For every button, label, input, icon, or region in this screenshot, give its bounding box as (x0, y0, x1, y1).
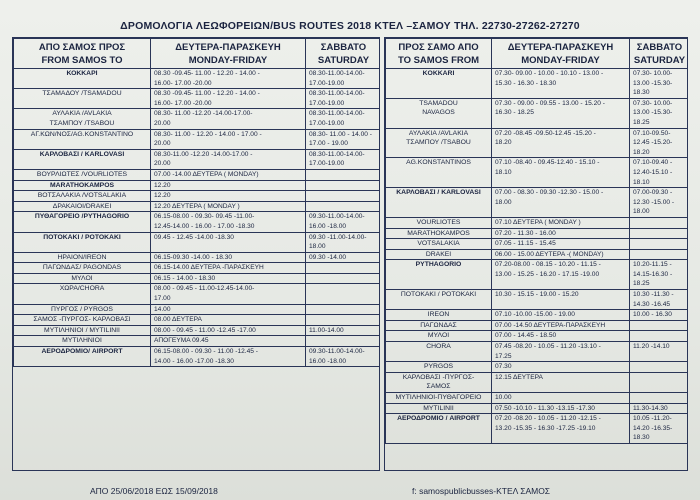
header-row (14, 39, 381, 69)
stop-name: ΣΑΜΟΣ -ΠΥΡΓΟΣ- ΚΑΡΛΟΒΑΣΙ (14, 315, 151, 326)
table-to-samos (384, 37, 688, 471)
stop-name: ΚΑΡΛΟΒΑΣΙ -ΠΥΡΓΟΣ- ΣΑΜΟΣ (386, 372, 492, 392)
weekday-times: 06.00 - 15.00 ΔΕΥΤΕΡΑ -( MONDAY) (492, 249, 630, 260)
weekday-times: 06.15 - 14.00 - 18.30 (151, 273, 306, 284)
stop-name: ΠΑΓΩΝΔΑΣ/ PAGONDAS (14, 263, 151, 274)
weekday-times: 06.15-14.00 ΔΕΥΤΕΡΑ -ΠΑΡΑΣΚΕΥΗ (151, 263, 306, 274)
table-row (14, 89, 381, 109)
stop-name: ΜΥΤΙΛΗΝΙΟΙ / MYTILINII (14, 325, 151, 336)
table-row (14, 109, 381, 129)
table-row (386, 414, 689, 444)
routes-table (12, 37, 688, 471)
table-row (386, 128, 689, 158)
stop-name: ΠΥΘΑΓΟΡΕΙΟ /PYTHAGORIO (14, 212, 151, 232)
saturday-times (306, 201, 381, 212)
to-samos-rows (386, 69, 689, 444)
table-row (14, 273, 381, 284)
saturday-times: 08.30- 11.00 - 14.00 - 17.00 - 19.00 (306, 129, 381, 149)
table-row (386, 260, 689, 290)
table-row (14, 304, 381, 315)
weekday-times: 12.20 (151, 180, 306, 191)
weekday-times: 10.30 - 15.15 - 19.00 - 15.20 (492, 290, 630, 310)
weekday-times: 09.45 - 12.45 -14.00 -18.30 (151, 232, 306, 252)
saturday-times: 09.30 -14.00 (306, 252, 381, 263)
weekday-times: 07.05 - 11.15 - 15.45 (492, 239, 630, 250)
saturday-times (306, 169, 381, 180)
weekday-times: 06.15-08.00 - 09.30- 09.45 -11.00- 12.45-14.00 - 16.00 - 17.00 -18.30 (151, 212, 306, 232)
to-samos-grid (385, 38, 688, 444)
weekday-times: 06.15-09.30 -14.00 - 18.30 (151, 252, 306, 263)
saturday-times: 08.30-11.00-14.00- 17.00-19.00 (306, 149, 381, 169)
from-samos-rows (14, 69, 381, 367)
saturday-times (630, 239, 689, 250)
table-from-samos (12, 37, 380, 471)
stop-name: TSAMADOU NAVAGOS (386, 98, 492, 128)
table-row (386, 372, 689, 392)
saturday-times: 07.10-09.40 - 12.40-15.10 - 18.10 (630, 158, 689, 188)
saturday-times: 07.30- 10.00- 13.00 -15.30- 18.30 (630, 69, 689, 99)
col-header-saturday: ΣΑΒΒΑΤΟ SATURDAY (630, 39, 689, 69)
validity-dates: ΑΠΟ 25/06/2018 ΕΩΣ 15/09/2018 (90, 486, 218, 496)
weekday-times: 08.30 -09.45- 11.00 - 12.20 - 14.00 - 16.00- 17.00 -20.00 (151, 89, 306, 109)
saturday-times (306, 315, 381, 326)
table-row (14, 169, 381, 180)
table-row (14, 336, 381, 347)
table-row (386, 98, 689, 128)
stop-name: DRAKEI (386, 249, 492, 260)
stop-name: ΒΟΥΡΛΙΩΤΕΣ /VOURLIOTES (14, 169, 151, 180)
table-row (386, 188, 689, 218)
table-row (386, 228, 689, 239)
weekday-times: 08.00 - 09.45 - 11.00 -12.45 -17.00 (151, 325, 306, 336)
saturday-times (630, 249, 689, 260)
saturday-times: 08.30-11.00-14.00- 17.00-19.00 (306, 89, 381, 109)
weekday-times: 07.30 - 09.00 - 09.55 - 13.00 - 15.20 - 16.30 - 18.25 (492, 98, 630, 128)
weekday-times: 14.00 (151, 304, 306, 315)
saturday-times: 07.10-09.50- 12.45 -15.20- 18.20 (630, 128, 689, 158)
saturday-times: 09.30-11.00-14.00- 16.00 -18.00 (306, 347, 381, 367)
weekday-times: ΑΠΟΓΕΥΜΑ 09.45 (151, 336, 306, 347)
stop-name: ΑΥΛΑΚΙΑ /AVLAKIA ΤΣΑΜΠΟΥ /TSABOU (386, 128, 492, 158)
saturday-times (630, 217, 689, 228)
saturday-times: 11.20 -14.10 (630, 342, 689, 362)
table-row (386, 403, 689, 414)
table-row (386, 342, 689, 362)
col-header-saturday: ΣΑΒΒΑΤΟ SATURDAY (306, 39, 381, 69)
weekday-times: 07.20 - 11.30 - 16.00 (492, 228, 630, 239)
stop-name: ΗΡΑΙΟΝ/IREON (14, 252, 151, 263)
table-row (14, 212, 381, 232)
weekday-times: 10.00 (492, 393, 630, 404)
weekday-times: 08.00 ΔΕΥΤΕΡΑ (151, 315, 306, 326)
weekday-times: 08.30 -09.45- 11.00 - 12.20 - 14.00 - 16.00- 17.00 -20.00 (151, 69, 306, 89)
stop-name: MARATHOKAMPOS (14, 180, 151, 191)
saturday-times (630, 320, 689, 331)
table-row (14, 252, 381, 263)
col-header-to-samos: ΠΡΟΣ ΣΑΜΟ ΑΠΟ TO SAMOS FROM (386, 39, 492, 69)
table-row (14, 129, 381, 149)
stop-name: ΚΑΡΛΟΒΑΣΙ / KARLOVASI (14, 149, 151, 169)
stop-name: MARATHOKAMPOS (386, 228, 492, 239)
table-row (14, 69, 381, 89)
weekday-times: 07.30 (492, 362, 630, 373)
stop-name: ΑΥΛΑΚΙΑ /AVLAKIA ΤΣΑΜΠΟΥ /TSABOU (14, 109, 151, 129)
weekday-times: 12.15 ΔΕΥΤΕΡΑ (492, 372, 630, 392)
weekday-times: 07.30- 09.00 - 10.00 - 10.10 - 13.00 - 15.30 - 16.30 - 18.30 (492, 69, 630, 99)
saturday-times (630, 372, 689, 392)
saturday-times (306, 273, 381, 284)
stop-name: IREON (386, 310, 492, 321)
stop-name: ΠΟΤΟΚΑΚΙ / POTOKAKI (14, 232, 151, 252)
stop-name: ΚΑΡΛΟΒΑΣΙ / KARLOVASI (386, 188, 492, 218)
stop-name: VOTSALAKIA (386, 239, 492, 250)
weekday-times: 07.20-08.00 - 08.15 - 10.20 - 11.15 - 13.00 - 15.25 - 16.20 - 17.15 -19.00 (492, 260, 630, 290)
saturday-times: 10.05 -11.20- 14.20 -16.35- 18.30 (630, 414, 689, 444)
table-row (14, 315, 381, 326)
stop-name: ΤΣΑΜΑΔΟΥ /TSAMADOU (14, 89, 151, 109)
table-row (14, 325, 381, 336)
saturday-times (630, 228, 689, 239)
weekday-times: 12.20 ΔΕΥΤΕΡΑ ( MONDAY ) (151, 201, 306, 212)
weekday-times: 07.10 -10.00 -15.00 - 19.00 (492, 310, 630, 321)
weekday-times: 07.00 - 08.30 - 09.30 -12.30 - 15.00 - 18.00 (492, 188, 630, 218)
stop-name: CHORA (386, 342, 492, 362)
saturday-times (306, 180, 381, 191)
from-samos-grid (13, 38, 380, 367)
page-title: ΔΡΟΜΟΛΟΓΙΑ ΛΕΩΦΟΡΕΙΩΝ/BUS ROUTES 2018 ΚΤΕΛ –ΣΑΜΟΥ ΤΗΛ. 22730-27262-27270 (120, 20, 580, 32)
stop-name: ΜΥΤΙΛΗΝΙΟΙ-ΠΥΘΑΓΟΡΕΙΟ (386, 393, 492, 404)
stop-name: ΔΡΑΚΑΙΟΙ/DRAKEI (14, 201, 151, 212)
stop-name: ΜΥΛΟΙ (14, 273, 151, 284)
stop-name: VOURLIOTES (386, 217, 492, 228)
stop-name: ΧΩΡΑ/CHORA (14, 284, 151, 304)
weekday-times: 07.10 ΔΕΥΤΕΡΑ ( MONDAY ) (492, 217, 630, 228)
stop-name: PYTHAGORIO (386, 260, 492, 290)
table-row (14, 232, 381, 252)
stop-name: ΠΑΓΩΝΔΑΣ (386, 320, 492, 331)
stop-name: ΚΟΚΚΑΡΙ (14, 69, 151, 89)
saturday-times (630, 393, 689, 404)
table-row (386, 158, 689, 188)
saturday-times: 11.30-14.30 (630, 403, 689, 414)
saturday-times: 10.00 - 16.30 (630, 310, 689, 321)
table-row (14, 191, 381, 202)
stop-name: ΠΥΡΓΟΣ / PYRGOS (14, 304, 151, 315)
facebook-credit: f: samospublicbusses-ΚΤΕΛ ΣΑΜΟΣ (412, 486, 551, 496)
weekday-times: 08.30- 11.00 - 12.20 - 14.00 - 17.00 - 20.00 (151, 129, 306, 149)
table-row (14, 263, 381, 274)
saturday-times (306, 263, 381, 274)
weekday-times: 07.10 -08.40 - 09.45-12.40 - 15.10 - 18.10 (492, 158, 630, 188)
weekday-times: 07.00 - 14.45 - 18.50 (492, 331, 630, 342)
table-row (14, 149, 381, 169)
weekday-times: 06.15-08.00 - 09.30 - 11.00 -12.45 - 14.00 - 16.00 -17.00 -18.30 (151, 347, 306, 367)
header-row (386, 39, 689, 69)
table-row (386, 217, 689, 228)
stop-name: ΠΟΤΟΚΑΚΙ / POTOKAKI (386, 290, 492, 310)
stop-name: AG.KONSTANTINOS (386, 158, 492, 188)
stop-name: PYRGOS (386, 362, 492, 373)
saturday-times (306, 336, 381, 347)
stop-name: ΜΥΛΟΙ (386, 331, 492, 342)
weekday-times: 07.20 -08.20 - 10.05 - 11.20 -12.15 - 13.20 -15.35 - 16.30 -17.25 -19.10 (492, 414, 630, 444)
table-row (386, 331, 689, 342)
saturday-times (306, 304, 381, 315)
weekday-times: 08.30-11.00 -12.20 -14.00-17.00 - 20.00 (151, 149, 306, 169)
saturday-times: 09.30 -11.00-14.00- 18.00 (306, 232, 381, 252)
saturday-times (630, 362, 689, 373)
table-row (14, 180, 381, 191)
stop-name: KOKKARI (386, 69, 492, 99)
saturday-times (306, 191, 381, 202)
table-row (386, 290, 689, 310)
table-row (386, 310, 689, 321)
stop-name: ΑΕΡΟΔΡΟΜΙΟ/ AIRPORT (14, 347, 151, 367)
table-row (386, 320, 689, 331)
weekday-times: 07.50 -10.10 - 11.30 -13.15 -17.30 (492, 403, 630, 414)
saturday-times: 08.30-11.00-14.00- 17.00-19.00 (306, 109, 381, 129)
saturday-times: 09.30-11.00-14.00- 16.00 -18.00 (306, 212, 381, 232)
table-row (386, 239, 689, 250)
saturday-times: 11.00-14.00 (306, 325, 381, 336)
stop-name: ΜΥΤΙΛΗΝΙΟΙ (14, 336, 151, 347)
table-row (386, 249, 689, 260)
stop-name: ΑΓ.ΚΩΝ/ΝΟΣ/AG.KONSTANTINO (14, 129, 151, 149)
table-row (14, 284, 381, 304)
table-row (14, 201, 381, 212)
weekday-times: 07.00 -14.00 ΔΕΥΤΕΡΑ ( MONDAY) (151, 169, 306, 180)
saturday-times (306, 284, 381, 304)
weekday-times: 07.45 -08.20 - 10.05 - 11.20 -13.10 - 17.25 (492, 342, 630, 362)
col-header-from-samos: ΑΠΟ ΣΑΜΟΣ ΠΡΟΣ FROM SAMOS TO (14, 39, 151, 69)
table-row (386, 393, 689, 404)
saturday-times: 10.30 -11.30 - 14.30 -16.45 (630, 290, 689, 310)
weekday-times: 08.00 - 09.45 - 11.00-12.45-14.00- 17.00 (151, 284, 306, 304)
weekday-times: 12.20 (151, 191, 306, 202)
col-header-weekday: ΔΕΥΤΕΡΑ-ΠΑΡΑΣΚΕΥΗ MONDAY-FRIDAY (151, 39, 306, 69)
saturday-times: 07.00-09.30 - 12.30 -15.00 - 18.00 (630, 188, 689, 218)
stop-name: MYTILINII (386, 403, 492, 414)
weekday-times: 07.00 -14.50 ΔΕΥΤΕΡΑ-ΠΑΡΑΣΚΕΥΗ (492, 320, 630, 331)
table-row (386, 69, 689, 99)
weekday-times: 08.30- 11.00 -12.20 -14.00-17.00- 20.00 (151, 109, 306, 129)
table-row (386, 362, 689, 373)
saturday-times: 10.20-11.15 - 14.15-16.30 - 18.25 (630, 260, 689, 290)
table-row (14, 347, 381, 367)
col-header-weekday: ΔΕΥΤΕΡΑ-ΠΑΡΑΣΚΕΥΗ MONDAY-FRIDAY (492, 39, 630, 69)
stop-name: ΑΕΡΟΔΡΟΜΙΟ / AIRPORT (386, 414, 492, 444)
saturday-times: 07.30- 10.00- 13.00 -15.30- 18.25 (630, 98, 689, 128)
saturday-times (630, 331, 689, 342)
saturday-times: 08.30-11.00-14.00- 17.00-19.00 (306, 69, 381, 89)
weekday-times: 07.20 -08.45 -09.50-12.45 -15.20 - 18.20 (492, 128, 630, 158)
stop-name: ΒΟΤΣΑΛΑΚΙΑ /VOTSALAKIA (14, 191, 151, 202)
